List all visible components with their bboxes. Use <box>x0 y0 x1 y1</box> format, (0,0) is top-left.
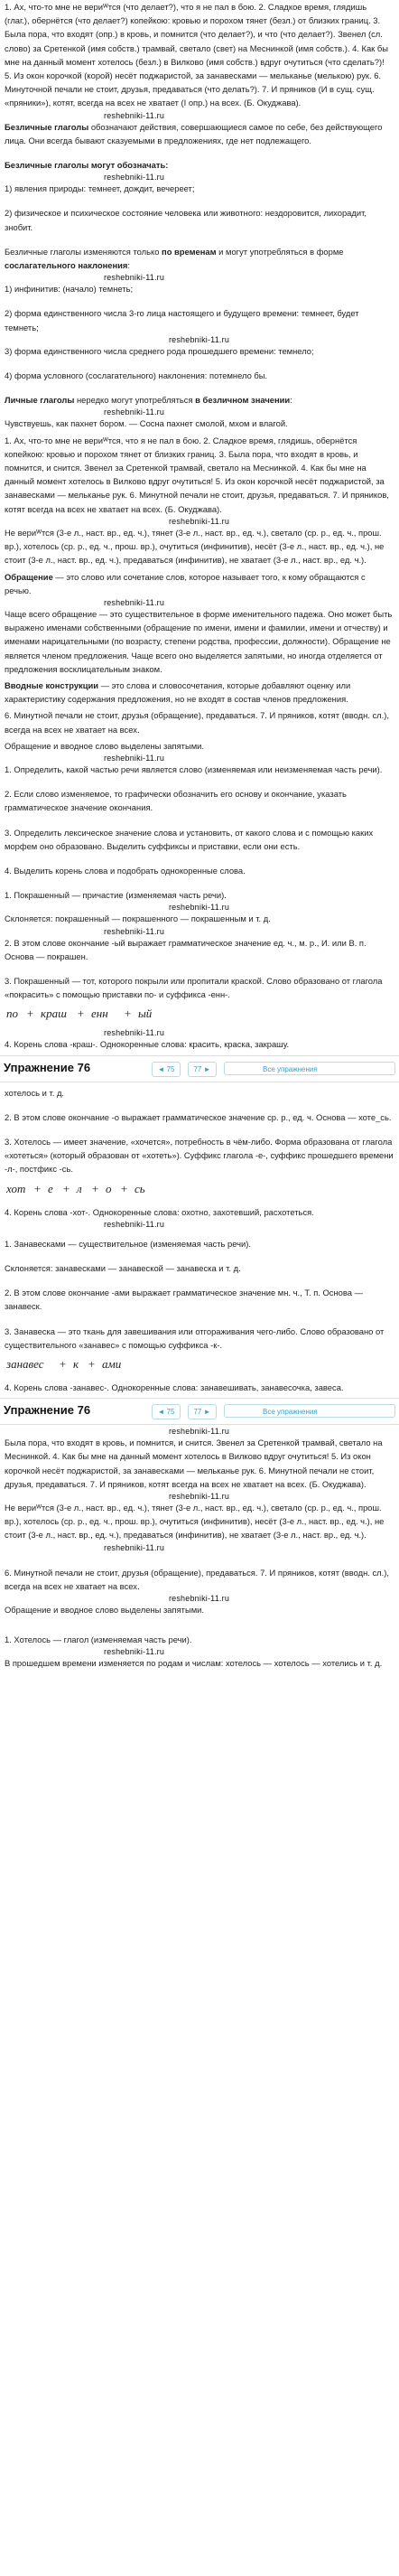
paragraph: Склоняется: покрашенный — покрашенного — покрашенным и т. д. <box>5 913 271 924</box>
paragraph: Обращение и вводное слово выделены запятыми. <box>5 1605 204 1616</box>
paragraph <box>5 393 394 407</box>
watermark: reshebniki-11.ru <box>104 1647 165 1657</box>
text: Безличные глаголы изменяются только <box>5 246 162 257</box>
morpheme-root: краш <box>41 1007 67 1021</box>
paragraph: 2. В этом слове окончание -ый выражает грамматическое значение ед. ч., м. р., И. или В. п. Основа — покрашен. <box>5 937 367 961</box>
paragraph: 1. Хотелось — глагол (изменяемая часть речи). <box>5 1635 192 1645</box>
plus-sign: + <box>77 1007 85 1021</box>
plus-sign: + <box>91 1181 99 1195</box>
list-item: 3) форма единственного числа среднего рода прошедшего времени: темнело; <box>5 345 314 356</box>
bold-term: сослагательного наклонения <box>5 260 128 271</box>
section-part1 <box>0 0 399 431</box>
morpheme-ending: о <box>106 1181 112 1195</box>
paragraph: 2. Если слово изменяемое, то графически обозначить его основу и окончание, указать грамматическое значение окончания. <box>5 789 347 813</box>
paragraph: Склоняется: занавесками — занавеской — занавеска и т. д. <box>5 1263 241 1273</box>
exercise-title: Упражнение 76 <box>4 1403 91 1418</box>
paragraph: 1. Ах, что-то мне не вериᵂтся, что я не пал в бою. 2. Сладкое время, глядишь, обернётся копейкою: кровью и порохом тянет от близких границ. 3. Была пора, что входят в кровь, и помнится, и снится. Звенел за Сретенкой трамвай, светало на Меснинкой. 4. Как бы мне на данный момент хотелось в Вилково вдруг очутиться! 5. Из окон корочкой несёт поджаристой, за занавесками — мельканье рук. 6. Минутной печали не стоит, друзья, предаваться. 7. И пряников, котят всегда на всех не хватает на всех. (Б. Окуджава). <box>5 435 389 514</box>
paragraph: 4. Корень слова -занавес-. Однокоренные слова: занавешивать, занавесочка, завеса. <box>5 1382 344 1393</box>
list-item: 1) явления природы: темнеет, дождит, вечереет; <box>5 183 195 194</box>
list-item: 2) физическое и психическое состояние человека или животного: нездоровится, лихорадит, знобит. <box>5 208 367 232</box>
paragraph: Не вериᵂтся (3-е л., наст. вр., ед. ч.), тянет (3-е л., наст. вр., ед. ч.), светало (ср. р., ед. ч., прош. вр.), хотелось (ср. р., ед. ч., прош. вр.), очутиться (инфинитив), несёт (3-е л., наст. вр., ед. ч.), не стоит (3-е л., наст. вр., ед. ч.), предаваться (инфинитив), не хватает (3-е л., наст. вр., ед. ч.). <box>5 1503 385 1541</box>
text: : <box>290 395 292 406</box>
bold-term: Безличные глаголы <box>5 121 89 132</box>
paragraph: 1. Определить, какой частью речи является слово (изменяемая или неизменяемая часть речи). <box>5 763 383 774</box>
morpheme-root: занавес <box>6 1357 44 1372</box>
watermark: reshebniki-11.ru <box>168 1492 230 1502</box>
paragraph: 2. В этом слове окончание -о выражает грамматическое значение ср. р., ед. ч. Основа — хоте_сь. <box>5 1111 392 1122</box>
plus-sign: + <box>120 1181 128 1195</box>
watermark: reshebniki-11.ru <box>104 753 165 763</box>
exercise-title: Упражнение 76 <box>4 1060 91 1074</box>
paragraph: 3. Покрашенный — тот, которого покрыли или пропитали краской. Слово образовано от глагола «покрасить» с помощью приставки по- и суффикса -енн-. <box>5 975 383 1000</box>
list-item: 4) форма условного (сослагательного) наклонения: потемнело бы. <box>5 370 268 381</box>
watermark: reshebniki-11.ru <box>104 273 165 283</box>
paragraph: В прошедшем времени изменяется по родам и числам: хотелось — хотелось — хотелись и т. д. <box>5 1658 383 1669</box>
paragraph: хотелось и т. д. <box>5 1087 65 1098</box>
paragraph <box>5 120 394 147</box>
text: — это слова и словосочетания, которые добавляют оценку или характеристику содержания предложения, но не входят в состав членов предложения. <box>5 679 351 705</box>
bold-term: Обращение <box>5 571 53 582</box>
list-item: 1) инфинитив: (начало) темнеть; <box>5 284 134 295</box>
section-part2 <box>0 434 399 1052</box>
morpheme-ending: ами <box>102 1357 122 1372</box>
watermark: reshebniki-11.ru <box>104 1219 165 1229</box>
paragraph <box>5 679 394 706</box>
paragraph: 1. Ах, что-то мне не вериᵂтся (что делает?), что я не пал в бою. 2. Сладкое время, глядишь (глаг.), обернётся (что делает?) копейкою: кровью и порохом тянет (безл.) от близких границ. 3. Была пора, что входят (опр.) в кровь, и помнится (что делает?), и что (что делает?). Звенел (сл. слово) за Сретенкой (имя собств.) трамвай, светало (свет) на Меснинкой (имя собств.). 4. Как бы мне на данный момент хотелось (безл.) в Вилково (имя собств.) вдруг очутиться (что сделать?)! 5. Из окон корочкой (корой) несёт поджаристой, за занавесками — мельканье (мелькою) рук. 6. Минуточной печали не стоит, друзья, предаваться (что делать?). 7. И пряников (И в сущ. сущ. «пряники»), котят, всегда на всех не хватает (I опр.) на всех. (Б. Окуджава). <box>5 2 388 108</box>
morpheme-suffix: е <box>48 1181 53 1195</box>
paragraph: Не вериᵂтся (3-е л., наст. вр., ед. ч.), тянет (3-е л., наст. вр., ед. ч.), светало (ср. р., ед. ч., прош. вр.), хотелось (ср. р., ед. ч., прош. вр.), очутиться (инфинитив), несёт (3-е л., наст. вр., ед. ч.), не стоит (3-е л., наст. вр., ед. ч.), предаваться (инфинитив), не хватает (3-е л., наст. вр., ед. ч.). <box>5 527 385 566</box>
plus-sign: + <box>124 1007 132 1021</box>
watermark: reshebniki-11.ru <box>104 173 165 183</box>
morpheme-postfix: сь <box>135 1181 145 1195</box>
watermark: reshebniki-11.ru <box>168 1427 230 1437</box>
example-sentence: Чувствуешь, как пахнет бором. — Сосна пахнет смолой, мхом и влагой. <box>5 418 288 429</box>
paragraph: 2. В этом слове окончание -ами выражает грамматическое значение мн. ч., Т. п. Основа — занавеск. <box>5 1288 363 1312</box>
watermark: reshebniki-11.ru <box>104 597 165 607</box>
morpheme-suffix: л <box>77 1181 82 1195</box>
watermark: reshebniki-11.ru <box>168 334 230 344</box>
plus-sign: + <box>26 1007 34 1021</box>
text: нередко могут употребляться <box>74 395 196 406</box>
paragraph: 6. Минутной печали не стоит, друзья (обращение), предаваться. 7. И пряников, котят (вводн. сл.), всегда на всех не хватает на всех. <box>5 710 389 735</box>
subheading: Безличные глаголы могут обозначать: <box>5 160 169 171</box>
paragraph: 3. Занавеска — это ткань для завешивания или отгораживания чего-либо. Слово образовано от существительного «занавес» с помощью суффикса -к-. <box>5 1325 385 1350</box>
morpheme-ending: ый <box>138 1007 153 1021</box>
plus-sign: + <box>88 1357 96 1372</box>
exercise-nav-bar <box>0 1398 399 1425</box>
paragraph: 6. Минутной печали не стоит, друзья (обращение), предаваться. 7. И пряников, котят (вводн. сл.), всегда на всех не хватает на всех. <box>5 1567 389 1591</box>
prev-exercise-button[interactable]: ◄ 75 <box>152 1062 181 1077</box>
watermark: reshebniki-11.ru <box>104 1028 165 1038</box>
prev-exercise-button[interactable]: ◄ 75 <box>152 1404 181 1419</box>
morpheme-suffix: к <box>73 1357 79 1372</box>
next-exercise-button[interactable]: 77 ► <box>188 1404 217 1419</box>
list-item: 2) форма единственного числа 3-го лица настоящего и будущего времени: темнеет, будет темнеть; <box>5 308 359 333</box>
watermark: reshebniki-11.ru <box>168 903 230 913</box>
watermark: reshebniki-11.ru <box>104 407 165 417</box>
text: : <box>127 260 130 271</box>
watermark: reshebniki-11.ru <box>168 1594 230 1604</box>
paragraph: Обращение и вводное слово выделены запятыми. <box>5 740 204 751</box>
paragraph: 1. Покрашенный — причастие (изменяемая часть речи). <box>5 890 227 901</box>
paragraph: 4. Корень слова -хот-. Однокоренные слова: охотно, захотевший, расхотеться. <box>5 1206 314 1217</box>
morpheme-diagram <box>5 1355 394 1377</box>
morpheme-root: хот <box>6 1181 26 1195</box>
all-exercises-button[interactable]: Все упражнения <box>224 1062 395 1075</box>
paragraph: 4. Корень слова -краш-. Однокоренные слова: красить, краска, закрашу. <box>5 1039 290 1050</box>
section-part3 <box>0 1086 399 1395</box>
text: — это слово или сочетание слов, которое называет того, к кому обращаются с речью. <box>5 571 366 595</box>
watermark: reshebniki-11.ru <box>168 516 230 526</box>
plus-sign: + <box>62 1181 70 1195</box>
paragraph <box>5 570 394 597</box>
paragraph <box>5 245 394 272</box>
paragraph: 3. Хотелось — имеет значение, «хочется», потребность в чём-либо. Форма образована от глагола «хотеться» (который образован от «хотеть»). Суффикс глагола -е-, суффикс прошедшего времени -л-, постфикс -сь. <box>5 1136 394 1175</box>
next-exercise-button[interactable]: 77 ► <box>188 1062 217 1077</box>
morpheme-diagram <box>5 1005 394 1026</box>
paragraph: 4. Выделить корень слова и подобрать однокоренные слова. <box>5 865 246 876</box>
bold-term: в безличном значении <box>195 395 291 406</box>
watermark: reshebniki-11.ru <box>104 110 165 120</box>
morpheme-prefix: по <box>6 1007 18 1021</box>
watermark: reshebniki-11.ru <box>104 926 165 936</box>
bold-term: Личные глаголы <box>5 395 75 406</box>
paragraph: 3. Определить лексическое значение слова и установить, от какого слова и с помощью каких морфем оно образовано. Выделить суффиксы и приставки, если они есть. <box>5 827 374 851</box>
plus-sign: + <box>33 1181 42 1195</box>
paragraph: 1. Занавесками — существительное (изменяемая часть речи). <box>5 1238 251 1249</box>
bold-term: Вводные конструкции <box>5 679 99 690</box>
paragraph: Была пора, что входят в кровь, и помнится, и снится. Звенел за Сретенкой трамвай, светало на Меснинкой. 4. Как бы мне на данный момент хотелось в Вилково вдруг очутиться! 5. Из окон корочкой несёт поджаристой, за занавесками — мельканье рук. 6. Минутной печали не стоит, друзья, предаваться. 7. И пряников, котят всегда на всех не хватает на всех. (Б. Окуджава). <box>5 1438 383 1489</box>
morpheme-diagram <box>5 1180 394 1202</box>
exercise-nav-bar <box>0 1055 399 1082</box>
section-part4 <box>0 1427 399 1670</box>
bold-term: по временам <box>162 246 217 257</box>
text: обозначают действия, совершающиеся самое по себе, без действующего лица. Они всегда бывают сказуемыми в предложениях, где нет подлежащего. <box>5 121 383 145</box>
morpheme-suffix: енн <box>91 1007 108 1021</box>
plus-sign: + <box>59 1357 67 1372</box>
watermark: reshebniki-11.ru <box>104 1542 165 1552</box>
paragraph: Чаще всего обращение — это существительное в форме именительного падежа. Оно может быть выражено именами собственными (обращение по имени, имени и фамилии, имени и отчеству) и именами нарицательными (по возрасту, степени родства, профессии, должности). Обращение не является членом предложения. Чаще всего оно выделяется запятыми, но иногда отделяется от предложения восклицательным знаком. <box>5 608 393 674</box>
text: и могут употребляться в форме <box>216 246 344 257</box>
all-exercises-button[interactable]: Все упражнения <box>224 1404 395 1418</box>
